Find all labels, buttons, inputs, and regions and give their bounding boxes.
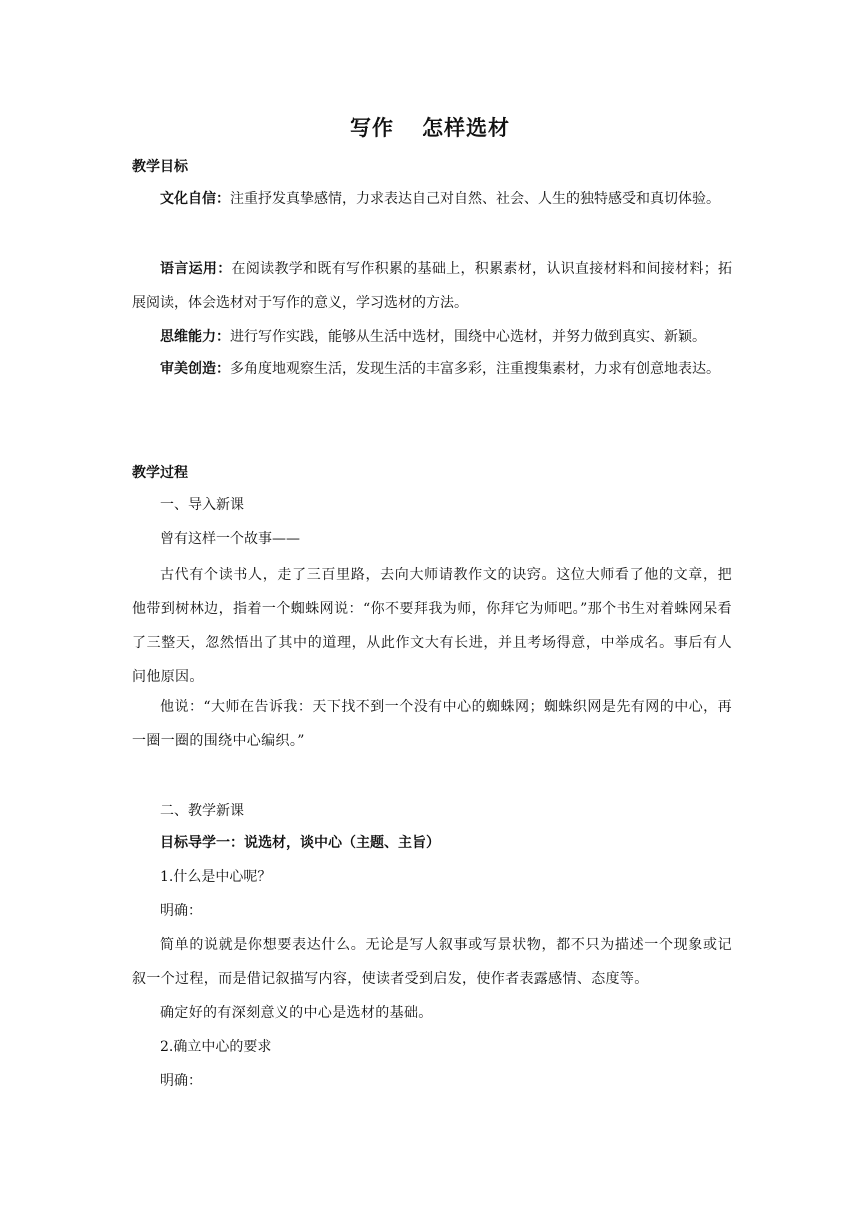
section-2-title: 二、教学新课	[160, 803, 244, 819]
objective-label: 思维能力：	[160, 329, 230, 345]
story-paragraph-1: 古代有个读书人，走了三百里路，去向大师请教作文的诀窍。这位大师看了他的文章，把他带到树林边，指着一个蜘蛛网说：“你不要拜我为师，你拜它为师吧。”那个书生对着蛛网呆看了三整天，忽然悟出了其中的道理，从此作文大有长进，并且考场得意，中举成名。事后有人问他原因。	[132, 567, 732, 685]
objectives-heading: 教学目标	[132, 159, 188, 175]
answer-paragraph-2: 确定好的有深刻意义的中心是选材的基础。	[160, 1005, 433, 1021]
question-1: 1.什么是中心呢？	[160, 869, 272, 885]
answer-paragraph-1: 简单的说就是你想要表达什么。无论是写人叙事或写景状物，都不只为描述一个现象或记叙一个过程，而是借记叙描写内容，使读者受到启发，使作者表露感情、态度等。	[132, 937, 732, 987]
objective-aesthetic	[132, 352, 732, 386]
clarify-label-1: 明确：	[160, 903, 202, 919]
objective-label: 审美创造：	[160, 361, 230, 377]
title-part-2: 怎样选材	[422, 115, 510, 140]
page-title	[0, 112, 860, 142]
section-1-title: 一、导入新课	[160, 497, 244, 513]
objective-culture	[132, 182, 732, 216]
objective-text: 在阅读教学和既有写作积累的基础上，积累素材，认识直接材料和间接材料；拓展阅读，体会选材对于写作的意义，学习选材的方法。	[132, 261, 733, 311]
question-2: 2.确立中心的要求	[160, 1039, 272, 1055]
objective-text: 注重抒发真挚感情，力求表达自己对自然、社会、人生的独特感受和真切体验。	[230, 191, 720, 207]
title-part-1: 写作	[350, 115, 394, 140]
objective-label: 文化自信：	[160, 191, 230, 207]
intro-line: 曾有这样一个故事——	[160, 531, 300, 547]
process-heading: 教学过程	[132, 465, 188, 481]
objective-thinking	[132, 320, 732, 354]
objective-language	[132, 252, 732, 320]
objective-label: 语言运用：	[160, 261, 232, 277]
goal-1-heading: 目标导学一：说选材，谈中心（主题、主旨）	[160, 835, 440, 851]
objective-text: 多角度地观察生活，发现生活的丰富多彩，注重搜集素材，力求有创意地表达。	[230, 361, 720, 377]
objective-text: 进行写作实践，能够从生活中选材，围绕中心选材，并努力做到真实、新颖。	[230, 329, 706, 345]
clarify-label-2: 明确：	[160, 1073, 202, 1089]
story-paragraph-2: 他说：“大师在告诉我：天下找不到一个没有中心的蜘蛛网；蜘蛛织网是先有网的中心，再一圈一圈的围绕中心编织。”	[132, 699, 732, 749]
